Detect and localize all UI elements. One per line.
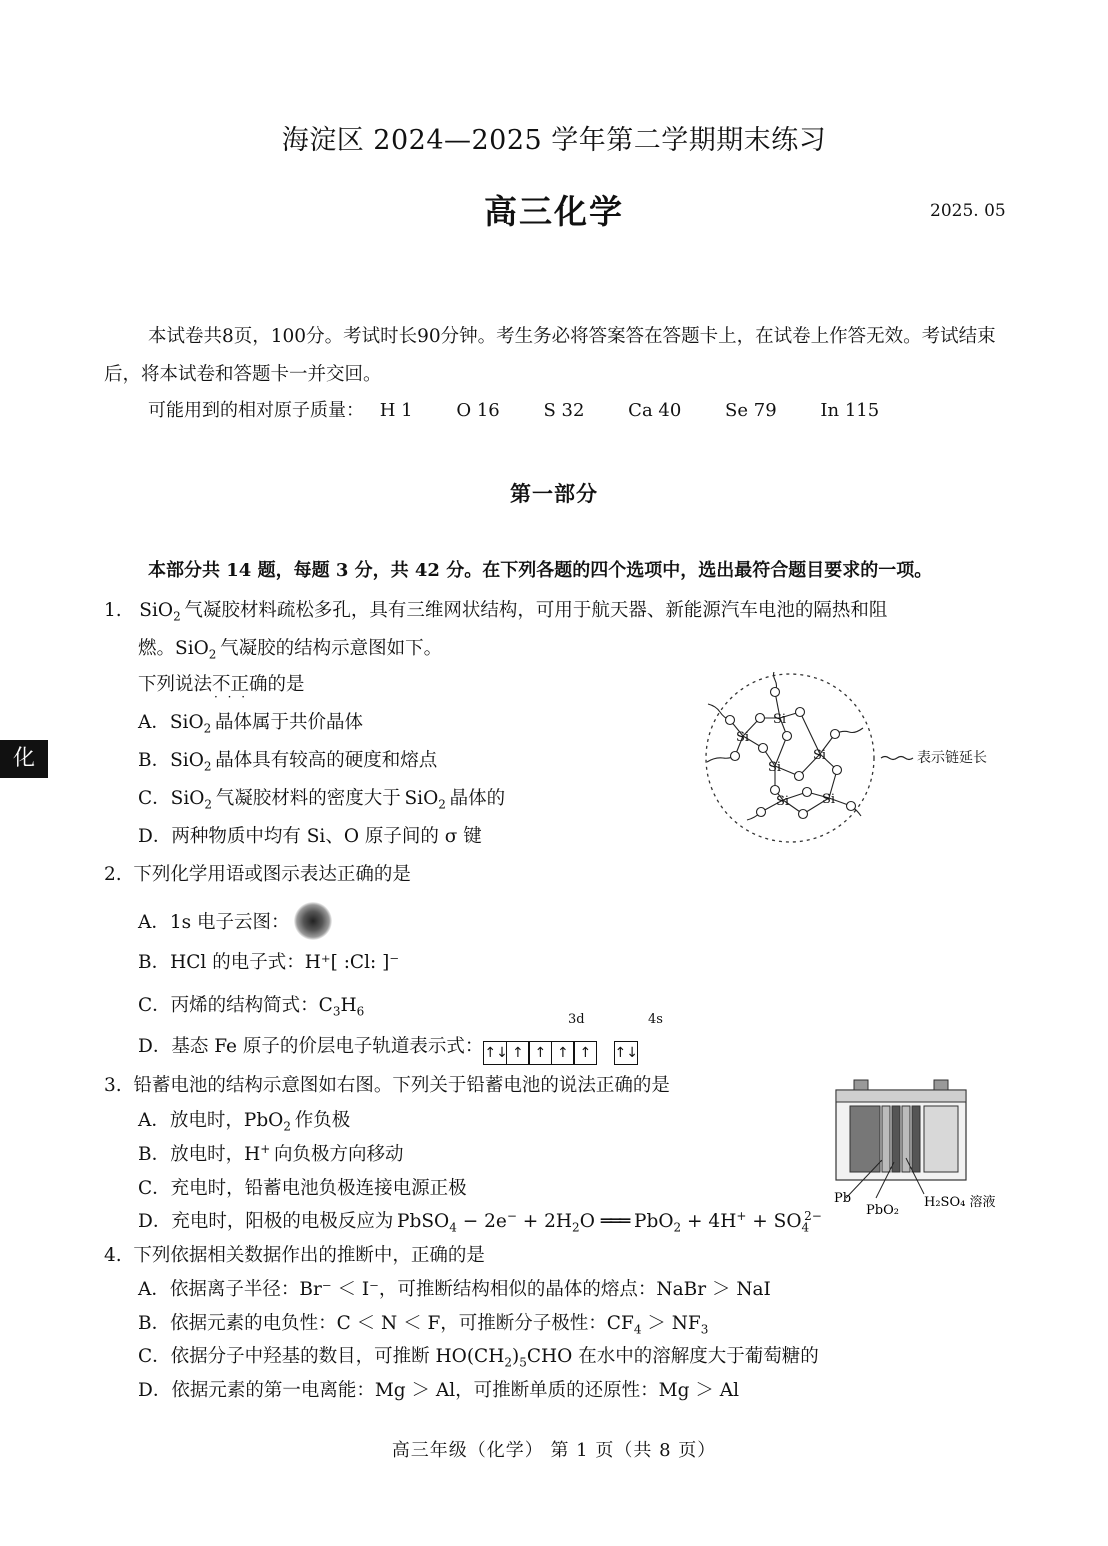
q3-option-d[interactable]: D．充电时，阳极的电极反应为 PbSO$_4$ − $2e^- + 2H_2O$ ═══ $PbO_2 + 4H^+ + SO_4^{2-}$	[138, 1208, 822, 1235]
pb-label: Pb	[834, 1191, 852, 1206]
q1-stem-line1: 1. SiO$_2$ 气凝胶材料疏松多孔，具有三维网状结构，可用于航天器、新能源汽车电池的隔热和阻	[104, 600, 888, 624]
part-title: 第一部分	[510, 481, 598, 506]
orbital-box: ↑	[506, 1041, 530, 1065]
orbital-box-4s: ↑↓	[614, 1041, 638, 1065]
orbital-box: ↑	[528, 1041, 552, 1065]
q4-option-c[interactable]: C．依据分子中羟基的数目，可推断 $HO(CH_2)_5CHO$ 在水中的溶解度大于葡萄糖的	[138, 1346, 819, 1370]
q4-option-a[interactable]: A．依据离子半径：Br⁻ ＜ I⁻，可推断结构相似的晶体的熔点：NaBr ＞ NaI	[138, 1279, 771, 1300]
si-atom-label: Si	[813, 748, 827, 763]
exam-date: 2025. 05	[930, 201, 1006, 221]
q4-stem: 4. 下列依据相关数据作出的推断中，正确的是	[104, 1245, 485, 1266]
mass-item: In 115	[820, 400, 880, 421]
q1-ask: 下列说法不正确 · · ·的是	[138, 670, 305, 696]
mass-item: H 1	[379, 400, 413, 421]
subject-title: 高三化学	[484, 192, 624, 231]
exam-title: 海淀区 2024—2025 学年第二学期期末练习	[281, 125, 827, 156]
q3-option-c[interactable]: C．充电时，铅蓄电池负极连接电源正极	[138, 1178, 467, 1199]
electron-cloud-icon	[294, 902, 332, 940]
h2so4-label: H₂SO₄ 溶液	[924, 1195, 996, 1210]
q2-option-b[interactable]: B．HCl 的电子式：H⁺[ :Cl: ]⁻	[138, 952, 400, 973]
masses-label: 可能用到的相对原子质量：	[148, 400, 364, 421]
orbital-box: ↑↓	[483, 1041, 507, 1065]
intro-text: 本试卷共8页，100分。考试时长90分钟。考生务必将答案答在答题卡上，在试卷上作答无效。考试结束后，将本试卷和答题卡一并交回。	[104, 326, 996, 385]
q4-option-b[interactable]: B．依据元素的电负性：C ＜ N ＜ F，可推断分子极性：$CF_4 > NF_3$	[138, 1313, 709, 1337]
orbital-box: ↑	[551, 1041, 575, 1065]
q3-option-a[interactable]: A．放电时，PbO$_2$ 作负极	[138, 1110, 351, 1134]
electron-formula: H⁺[ :Cl: ]⁻	[304, 952, 400, 973]
si-atom-label: Si	[776, 794, 790, 809]
orbital-box: ↑	[573, 1041, 597, 1065]
orbital-label-4s: 4s	[648, 1012, 663, 1027]
q3-stem: 3. 铅蓄电池的结构示意图如右图。下列关于铅蓄电池的说法正确的是	[104, 1075, 670, 1096]
atomic-masses	[148, 396, 917, 422]
pbo2-label: PbO₂	[866, 1203, 899, 1214]
si-atom-label: Si	[773, 712, 787, 727]
si-atom-label: Si	[768, 760, 782, 775]
subject-side-tab: 化	[0, 740, 48, 778]
q1-stem-line2: 燃。SiO$_2$ 气凝胶的结构示意图如下。	[138, 638, 443, 662]
orbital-3d	[483, 1036, 596, 1061]
emphasis-mark: 不正确 · · ·	[212, 674, 268, 695]
q1-option-b[interactable]: B．SiO$_2$ 晶体具有较高的硬度和熔点	[138, 750, 438, 774]
si-atom-label: Si	[822, 792, 836, 807]
q3-option-b[interactable]: B．放电时，H+ 向负极方向移动	[138, 1141, 404, 1165]
q2-option-d[interactable]: D．基态 Fe 原子的价层电子轨道表示式：↑↓ ↑ ↑ ↑ ↑ ↑↓	[138, 1032, 636, 1065]
si-atom-label: Si	[736, 730, 750, 745]
lead-battery-figure	[832, 1076, 1007, 1214]
mass-item: O 16	[456, 400, 500, 421]
q2-stem: 2. 下列化学用语或图示表达正确的是	[104, 864, 411, 885]
q1-option-a[interactable]: A．SiO$_2$ 晶体属于共价晶体	[138, 712, 363, 736]
mass-item: Se 79	[725, 400, 777, 421]
q1-option-d[interactable]: D．两种物质中均有 Si、O 原子间的 σ 键	[138, 826, 482, 847]
q2-option-a[interactable]: A．1s 电子云图：	[138, 902, 332, 940]
sio2-aerogel-diagram	[695, 672, 1015, 852]
q4-option-d[interactable]: D．依据元素的第一电离能：Mg ＞ Al，可推断单质的还原性：Mg ＞ Al	[138, 1380, 739, 1401]
mass-item: S 32	[543, 400, 585, 421]
page-footer: 高三年级（化学） 第 1 页（共 8 页）	[391, 1440, 717, 1461]
chain-extension-label: 表示链延长	[917, 750, 987, 766]
mass-item: Ca 40	[628, 400, 682, 421]
q2-option-c[interactable]: C．丙烯的结构简式：$C_3H_6$	[138, 995, 365, 1019]
part-note: 本部分共 14 题，每题 3 分，共 42 分。在下列各题的四个选项中，选出最符合题目要求的一项。	[148, 560, 933, 581]
orbital-label-3d: 3d	[568, 1012, 585, 1027]
q1-option-c[interactable]: C．SiO$_2$ 气凝胶材料的密度大于 SiO$_2$ 晶体的	[138, 788, 506, 812]
